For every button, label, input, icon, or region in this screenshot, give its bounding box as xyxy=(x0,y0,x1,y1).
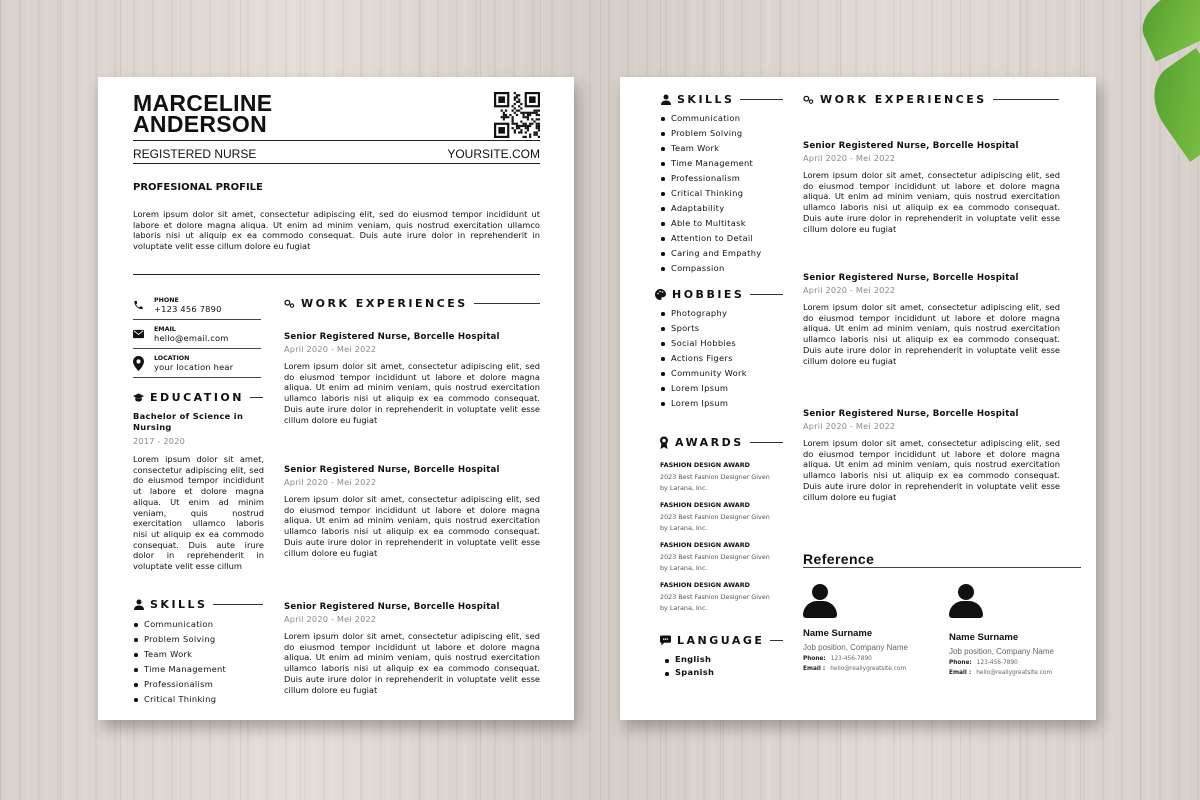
contact-value[interactable]: your location hear xyxy=(154,361,234,372)
award-detail: by Larana, Inc. xyxy=(660,564,708,572)
list-item: Able to Multitask xyxy=(660,216,785,231)
section-divider xyxy=(133,274,540,275)
job-title: Senior Registered Nurse, Borcelle Hospital xyxy=(803,141,1019,151)
list-item: Actions Figers xyxy=(660,351,785,366)
award-detail: 2023 Best Fashion Designer Given xyxy=(660,473,770,481)
contact-phone xyxy=(133,291,261,320)
award-detail: by Larana, Inc. xyxy=(660,484,708,492)
job-entry xyxy=(284,465,540,558)
reference-email xyxy=(949,670,1079,676)
mail-icon xyxy=(133,329,144,340)
reference-phone xyxy=(803,656,933,662)
reference-position: Job position, Company Name xyxy=(803,643,908,652)
contact-label: EMAIL xyxy=(154,325,176,333)
role-title: REGISTERED NURSE xyxy=(133,147,257,161)
awards-list xyxy=(660,461,785,621)
list-item: Spanish xyxy=(664,666,774,679)
award-title: FASHION DESIGN AWARD xyxy=(660,501,750,509)
job-entry xyxy=(284,332,540,425)
list-item: Lorem Ipsum xyxy=(660,381,785,396)
job-dates: April 2020 - Mei 2022 xyxy=(284,344,377,354)
resume-page-2 xyxy=(620,77,1096,720)
contact-list xyxy=(133,291,261,378)
list-item: Critical Thinking xyxy=(133,692,263,707)
award-item xyxy=(660,461,785,494)
name-first: MARCELINE xyxy=(133,90,273,116)
language-heading xyxy=(660,634,783,647)
reference-phone xyxy=(949,660,1079,666)
award-detail: 2023 Best Fashion Designer Given xyxy=(660,513,770,521)
list-item: Attention to Detail xyxy=(660,231,785,246)
award-title: FASHION DESIGN AWARD xyxy=(660,581,750,589)
list-item: Communication xyxy=(660,111,785,126)
list-item: Problem Solving xyxy=(660,126,785,141)
hobbies-list xyxy=(660,306,785,411)
award-detail: by Larana, Inc. xyxy=(660,604,708,612)
award-title: FASHION DESIGN AWARD xyxy=(660,541,750,549)
education-years: 2017 - 2020 xyxy=(133,436,186,446)
skills-list xyxy=(660,111,785,276)
header-divider xyxy=(133,163,540,164)
list-item: Caring and Empathy xyxy=(660,246,785,261)
job-dates: April 2020 - Mei 2022 xyxy=(803,285,896,295)
user-icon xyxy=(133,599,144,610)
list-item: Team Work xyxy=(133,647,263,662)
skills-title: SKILLS xyxy=(150,598,208,611)
job-title: Senior Registered Nurse, Borcelle Hospital xyxy=(803,273,1019,283)
award-medal-icon xyxy=(658,437,669,448)
user-icon xyxy=(660,94,671,105)
job-description: Lorem ipsum dolor sit amet, consectetur adipiscing elit, sed do eiusmod tempor incididunt ut labore et dolore magna aliqua. Ut enim ad minim veniam, quis nostrud exercitation ullamco laboris nisi ut aliquip ex ea commodo consequat. Duis aute irure dolor in reprehenderit in voluptate velit esse cillum dolore eu fugiat xyxy=(284,361,540,425)
language-title: LANGUAGE xyxy=(677,634,765,647)
skills-list xyxy=(133,617,263,707)
location-pin-icon xyxy=(133,358,144,369)
reference-position: Job position, Company Name xyxy=(949,647,1054,656)
job-description: Lorem ipsum dolor sit amet, consectetur adipiscing elit, sed do eiusmod tempor incididunt ut labore et dolore magna aliqua. Ut enim ad minim veniam, quis nostrud exercitation ullamco laboris nisi ut aliquip ex ea commodo consequat. Duis aute irure dolor in reprehenderit in voluptate velit esse cillum dolore eu fugiat xyxy=(284,631,540,695)
job-entry xyxy=(284,602,540,695)
list-item: Problem Solving xyxy=(133,632,263,647)
list-item: Photography xyxy=(660,306,785,321)
award-item xyxy=(660,581,785,614)
reference-divider xyxy=(803,567,1081,568)
award-item xyxy=(660,501,785,534)
contact-value[interactable]: +123 456 7890 xyxy=(154,303,222,314)
education-degree: Bachelor of Science in Nursing xyxy=(133,411,244,432)
job-description: Lorem ipsum dolor sit amet, consectetur adipiscing elit, sed do eiusmod tempor incididunt ut labore et dolore magna aliqua. Ut enim ad minim veniam, quis nostrud exercitation ullamco laboris nisi ut aliquip ex ea commodo consequat. Duis aute irure dolor in reprehenderit in voluptate velit esse cillum dolore eu fugiat xyxy=(803,302,1060,366)
profile-title: PROFESIONAL PROFILE xyxy=(133,182,263,193)
education-text: Lorem ipsum dolor sit amet, consectetur adipiscing elit, sed do eiusmod tempor incididunt ut labore et dolore magna aliqua. Ut enim ad minim veniam, quis nostrud exercitation ullamco laboris nisi ut aliquip ex ea commodo consequat. Duis aute irure dolor in reprehenderit in voluptate velit esse cillum xyxy=(133,454,264,572)
job-dates: April 2020 - Mei 2022 xyxy=(803,421,896,431)
contact-location xyxy=(133,349,261,378)
awards-heading xyxy=(658,436,783,449)
palette-icon xyxy=(655,289,666,300)
graduation-cap-icon xyxy=(133,392,144,403)
reference-title: Reference xyxy=(803,551,875,567)
list-item: Communication xyxy=(133,617,263,632)
contact-value[interactable]: hello@email.com xyxy=(154,332,229,343)
job-entry xyxy=(803,409,1060,502)
email-label: Email : xyxy=(803,666,826,672)
gears-icon xyxy=(284,298,295,309)
job-dates: April 2020 - Mei 2022 xyxy=(803,153,896,163)
website-link[interactable]: YOURSITE.COM xyxy=(447,147,540,161)
hobbies-title: HOBBIES xyxy=(672,288,745,301)
list-item: Critical Thinking xyxy=(660,186,785,201)
list-item: Professionalism xyxy=(133,677,263,692)
reference-card xyxy=(803,584,933,672)
chat-bubble-icon xyxy=(660,635,671,646)
phone-icon xyxy=(133,300,144,311)
contact-email xyxy=(133,320,261,349)
contact-label: LOCATION xyxy=(154,354,190,362)
job-description: Lorem ipsum dolor sit amet, consectetur adipiscing elit, sed do eiusmod tempor incididunt ut labore et dolore magna aliqua. Ut enim ad minim veniam, quis nostrud exercitation ullamco laboris nisi ut aliquip ex ea commodo consequat. Duis aute irure dolor in reprehenderit in voluptate velit esse cillum dolore eu fugiat xyxy=(803,170,1060,234)
language-list xyxy=(664,653,774,679)
avatar-icon xyxy=(803,584,837,622)
job-title: Senior Registered Nurse, Borcelle Hospital xyxy=(284,465,500,475)
profile-text: Lorem ipsum dolor sit amet, consectetur adipiscing elit, sed do eiusmod tempor incididunt ut labore et dolore magna aliqua. Ut enim ad minim veniam, quis nostrud exercitation ullamco laboris nisi ut aliquip ex ea commodo consequat. Duis aute irure dolor in reprehenderit in voluptate velit esse cillum dolore eu fugiat xyxy=(133,209,540,252)
award-detail: 2023 Best Fashion Designer Given xyxy=(660,553,770,561)
awards-title: AWARDS xyxy=(675,436,744,449)
skills-heading xyxy=(133,598,263,611)
job-description: Lorem ipsum dolor sit amet, consectetur adipiscing elit, sed do eiusmod tempor incididunt ut labore et dolore magna aliqua. Ut enim ad minim veniam, quis nostrud exercitation ullamco laboris nisi ut aliquip ex ea commodo consequat. Duis aute irure dolor in reprehenderit in voluptate velit esse cillum dolore eu fugiat xyxy=(284,494,540,558)
job-title: Senior Registered Nurse, Borcelle Hospital xyxy=(284,332,500,342)
education-heading xyxy=(133,391,263,404)
job-entry xyxy=(803,273,1060,366)
plant-leaf-decoration xyxy=(1139,48,1200,162)
qr-code-icon xyxy=(494,92,540,138)
resume-page-1 xyxy=(98,77,574,720)
email-value[interactable]: hello@reallygreatsite.com xyxy=(830,666,907,672)
list-item: Team Work xyxy=(660,141,785,156)
list-item: Compassion xyxy=(660,261,785,276)
job-entry xyxy=(803,141,1060,234)
list-item: Sports xyxy=(660,321,785,336)
award-title: FASHION DESIGN AWARD xyxy=(660,461,750,469)
phone-label: Phone: xyxy=(949,660,972,666)
award-detail: by Larana, Inc. xyxy=(660,524,708,532)
list-item: English xyxy=(664,653,774,666)
gears-icon xyxy=(803,94,814,105)
reference-name: Name Surname xyxy=(949,632,1019,643)
phone-value[interactable]: 123-456-7890 xyxy=(830,656,872,662)
skills-heading xyxy=(660,93,783,106)
phone-label: Phone: xyxy=(803,656,826,662)
job-title: Senior Registered Nurse, Borcelle Hospital xyxy=(803,409,1019,419)
work-title: WORK EXPERIENCES xyxy=(820,93,987,106)
list-item: Adaptability xyxy=(660,201,785,216)
award-detail: 2023 Best Fashion Designer Given xyxy=(660,593,770,601)
work-heading xyxy=(284,297,540,310)
name-last: ANDERSON xyxy=(133,111,268,137)
email-label: Email : xyxy=(949,670,972,676)
skills-title: SKILLS xyxy=(677,93,735,106)
list-item: Lorem Ipsum xyxy=(660,396,785,411)
award-item xyxy=(660,541,785,574)
education-title: EDUCATION xyxy=(150,391,244,404)
header-divider xyxy=(133,140,540,141)
avatar-icon xyxy=(949,584,983,622)
contact-label: PHONE xyxy=(154,296,179,304)
list-item: Social Hobbies xyxy=(660,336,785,351)
job-description: Lorem ipsum dolor sit amet, consectetur adipiscing elit, sed do eiusmod tempor incididunt ut labore et dolore magna aliqua. Ut enim ad minim veniam, quis nostrud exercitation ullamco laboris nisi ut aliquip ex ea commodo consequat. Duis aute irure dolor in reprehenderit in voluptate velit esse cillum dolore eu fugiat xyxy=(803,438,1060,502)
list-item: Time Management xyxy=(133,662,263,677)
work-title: WORK EXPERIENCES xyxy=(301,297,468,310)
work-heading xyxy=(803,93,1059,106)
job-title: Senior Registered Nurse, Borcelle Hospital xyxy=(284,602,500,612)
hobbies-heading xyxy=(655,288,783,301)
list-item: Time Management xyxy=(660,156,785,171)
job-dates: April 2020 - Mei 2022 xyxy=(284,477,377,487)
reference-email xyxy=(803,666,933,672)
job-dates: April 2020 - Mei 2022 xyxy=(284,614,377,624)
reference-card xyxy=(949,584,1079,676)
phone-value[interactable]: 123-456-7890 xyxy=(976,660,1018,666)
list-item: Community Work xyxy=(660,366,785,381)
reference-name: Name Surname xyxy=(803,628,873,639)
email-value[interactable]: hello@reallygreatsite.com xyxy=(976,670,1053,676)
list-item: Professionalism xyxy=(660,171,785,186)
